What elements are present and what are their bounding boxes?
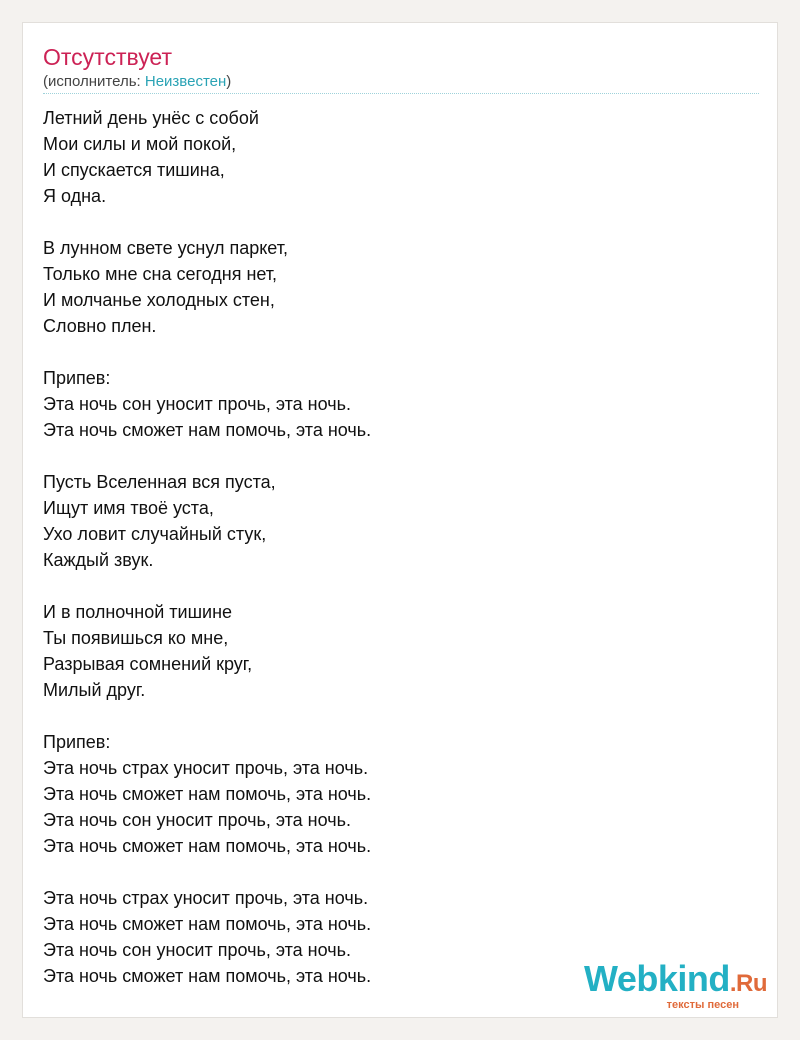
song-title: Отсутствует [43,44,172,70]
lyrics-stanza [43,599,743,703]
lyrics-line: В лунном свете уснул паркет, [43,238,288,258]
webkind-logo [584,960,767,1011]
lyrics-line: Ты появишься ко мне, [43,628,229,648]
lyrics-line: Летний день унёс с собой [43,108,259,128]
lyrics-line: Эта ночь страх уносит прочь, эта ночь. [43,758,369,778]
lyrics-stanza [43,235,743,339]
artist-line [43,72,231,92]
lyrics-line: И в полночной тишине [43,602,233,622]
lyrics-line: Эта ночь сможет нам помочь, эта ночь. [43,784,372,804]
brand-name [584,960,767,1003]
lyrics-line: Эта ночь сон уносит прочь, эта ночь. [43,394,351,414]
lyrics-line: Эта ночь сон уносит прочь, эта ночь. [43,940,351,960]
lyrics-line: Я одна. [43,186,107,206]
lyrics-line: Эта ночь сможет нам помочь, эта ночь. [43,420,372,440]
lyrics-line: Мои силы и мой покой, [43,134,237,154]
lyrics-line: Эта ночь страх уносит прочь, эта ночь. [43,888,369,908]
lyrics-line: Эта ночь сможет нам помочь, эта ночь. [43,914,372,934]
artist-prefix: (исполнитель: [43,73,145,90]
lyrics-line: Каждый звук. [43,550,154,570]
lyrics-stanza [43,729,743,859]
lyrics-text [43,105,743,1015]
artist-link[interactable]: Неизвестен [144,73,227,90]
lyrics-line: Только мне сна сегодня нет, [43,264,278,284]
lyrics-stanza [43,365,743,443]
lyrics-stanza [43,105,743,209]
artist-suffix: ) [226,73,232,90]
lyrics-line: Словно плен. [43,316,157,336]
lyrics-line: И молчанье холодных стен, [43,290,275,310]
brand-tagline: тексты песен [666,999,739,1011]
lyrics-line: Эта ночь сможет нам помочь, эта ночь. [43,836,372,856]
lyrics-line: Эта ночь сможет нам помочь, эта ночь. [43,966,372,986]
lyrics-line: И спускается тишина, [43,160,225,180]
brand-name-text: Webkind [583,958,730,999]
lyrics-line: Ищут имя твоё уста, [43,498,214,518]
lyrics-line: Разрывая сомнений круг, [43,654,253,674]
brand-tld: .Ru [729,970,767,997]
lyrics-line: Ухо ловит случайный стук, [43,524,267,544]
lyrics-line: Пусть Вселенная вся пуста, [43,472,276,492]
lyrics-line: Припев: [43,368,111,388]
lyrics-card [22,22,778,1018]
lyrics-stanza [43,469,743,573]
title-divider [43,93,759,94]
lyrics-line: Милый друг. [43,680,146,700]
lyrics-line: Эта ночь сон уносит прочь, эта ночь. [43,810,351,830]
lyrics-line: Припев: [43,732,111,752]
